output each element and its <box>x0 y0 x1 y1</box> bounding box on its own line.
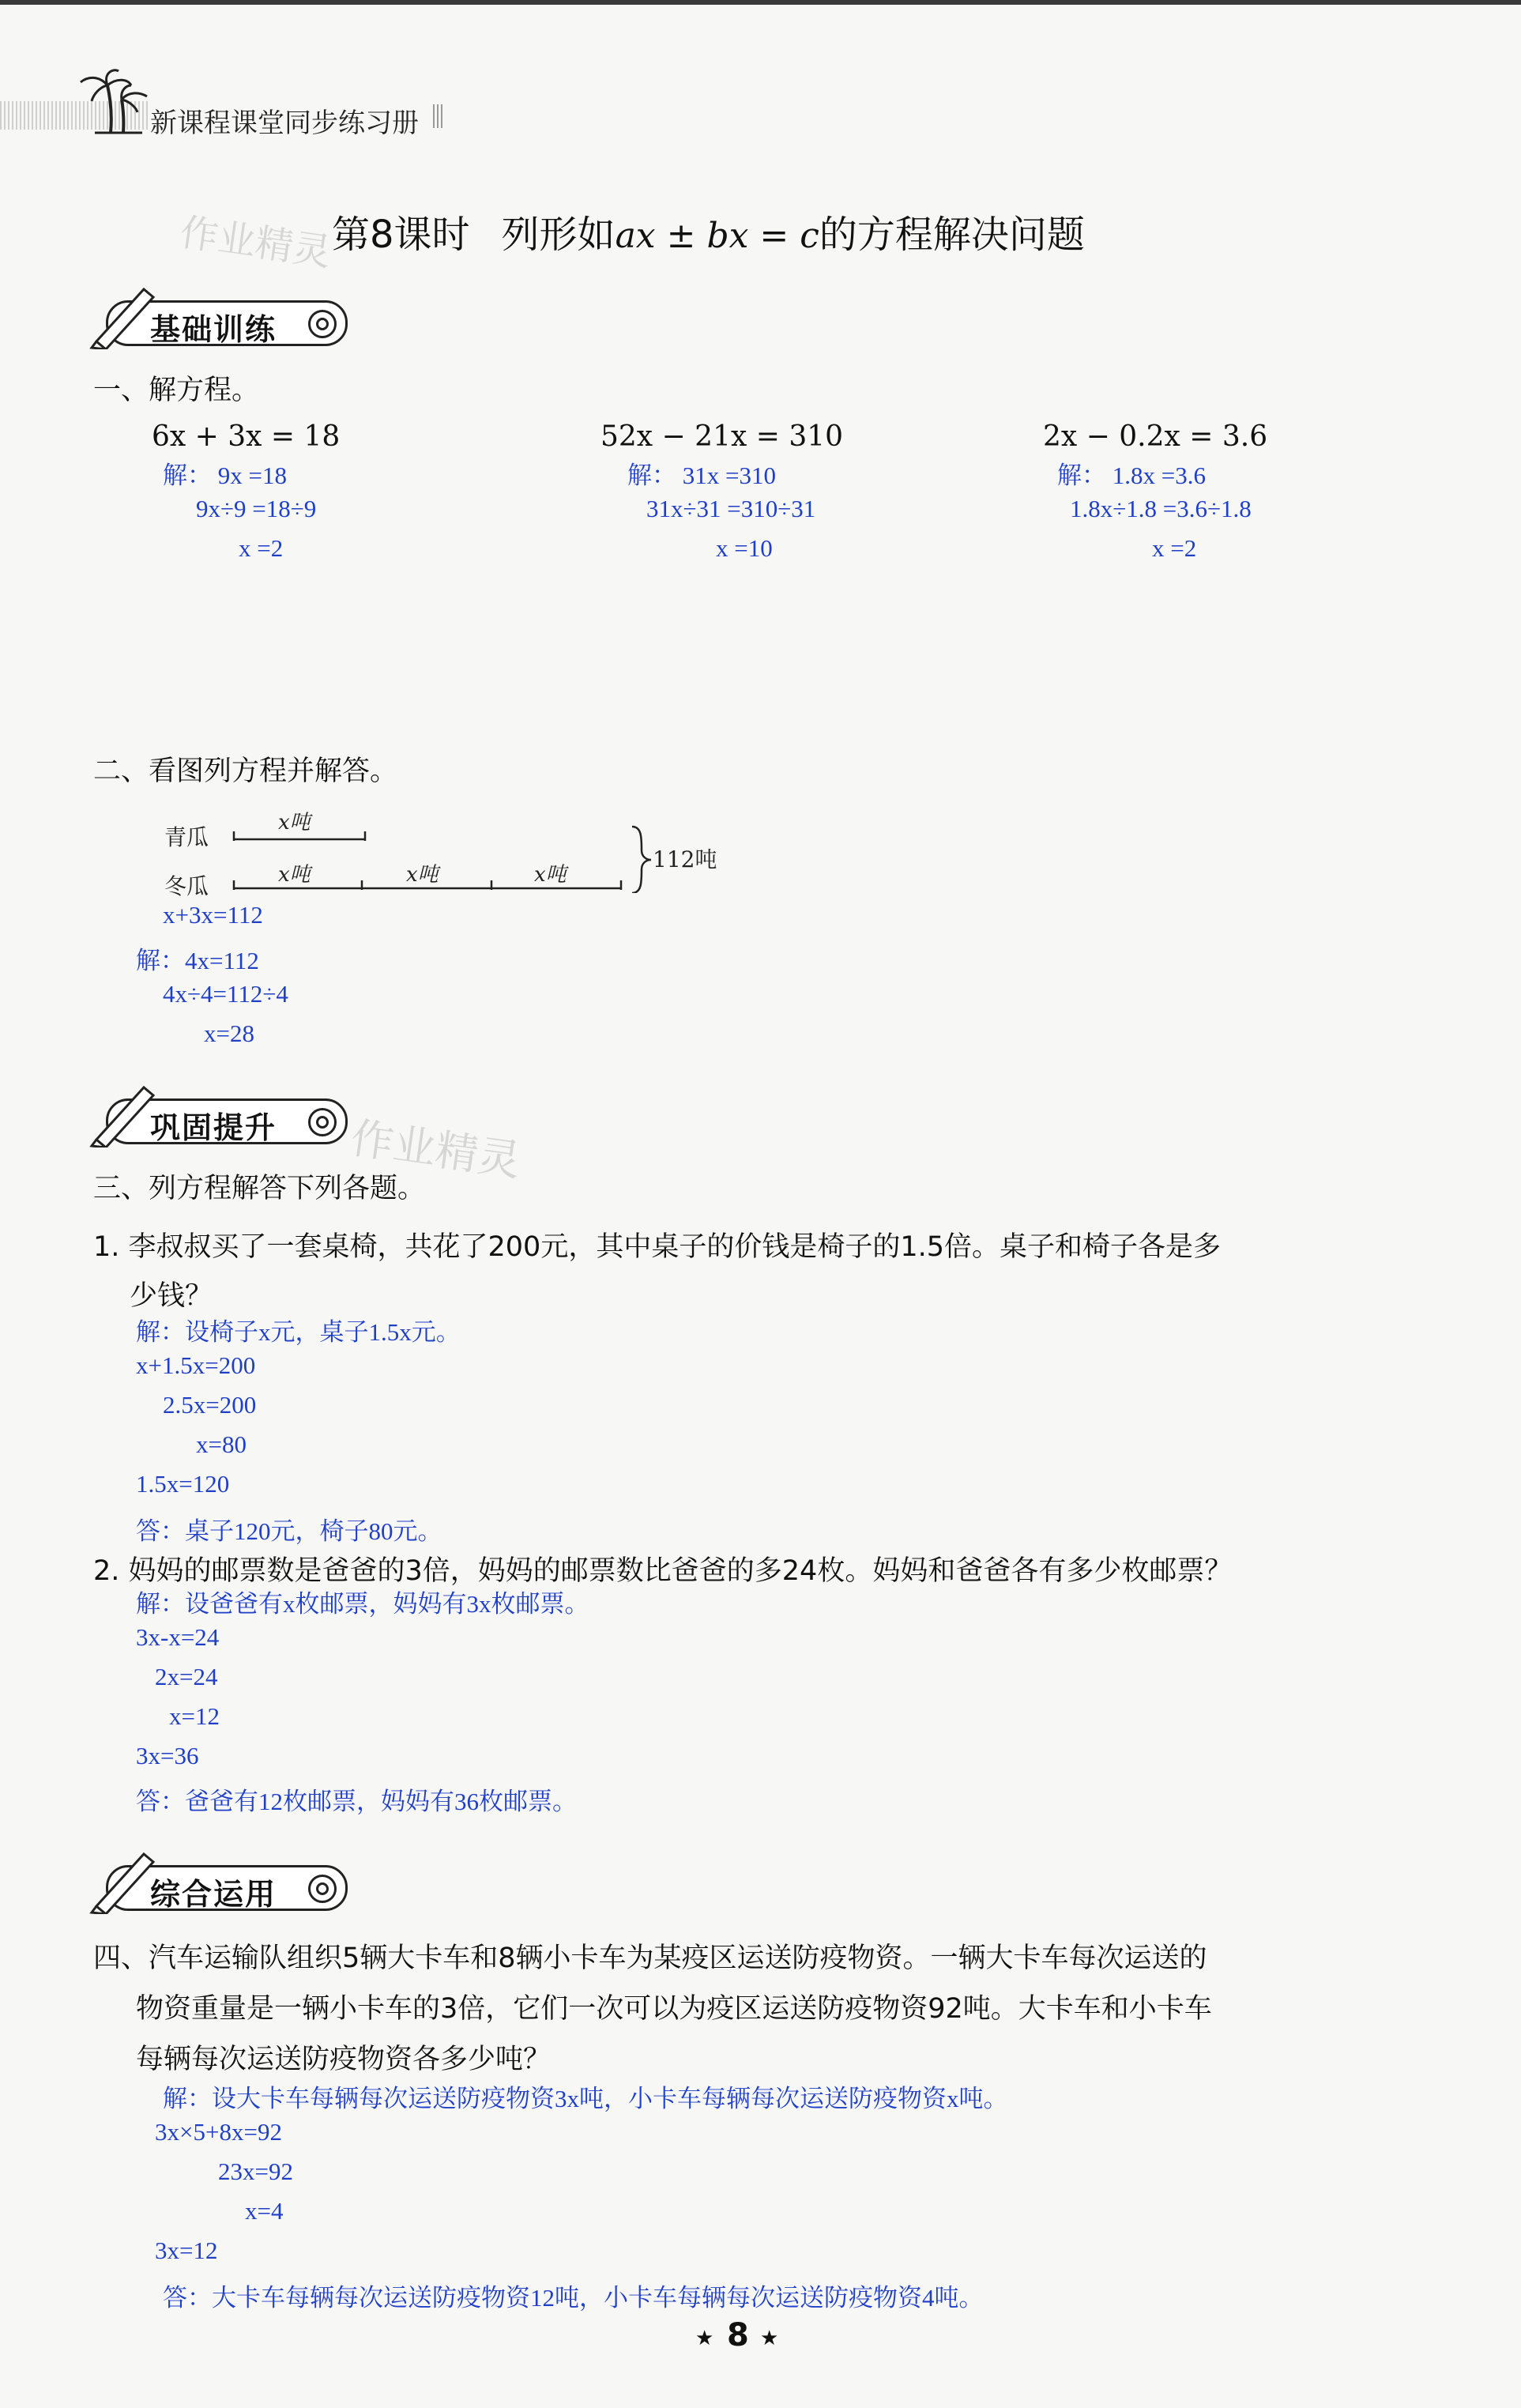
star-icon: ★ <box>760 2327 779 2350</box>
part2-heading: 二、看图列方程并解答。 <box>93 756 398 787</box>
palm-tree-icon <box>79 68 150 134</box>
solution-step: 9x÷9 =18÷9 <box>196 495 317 522</box>
solution-step: 解： 31x =310 <box>627 462 776 489</box>
solution-step: 2.5x=200 <box>163 1391 257 1419</box>
question-4-text-cont: 物资重量是一辆小卡车的3倍，它们一次可以为疫区运送防疫物资92吨。大卡车和小卡车 <box>136 1993 1212 2025</box>
lesson-prefix: 第8课时 <box>332 213 470 257</box>
answer-line: 答：大卡车每辆每次运送防疫物资12吨，小卡车每辆每次运送防疫物资4吨。 <box>163 2284 984 2312</box>
solution-step: 解： 1.8x =3.6 <box>1057 462 1206 489</box>
solution-step: x+1.5x=200 <box>136 1351 256 1379</box>
lesson-title-part2: 的方程解决问题 <box>819 213 1085 257</box>
answer-line: 答：桌子120元，椅子80元。 <box>136 1517 442 1545</box>
pencil-icon <box>88 286 160 349</box>
solution-step: 解：4x=112 <box>136 947 259 974</box>
solution-step: 3x=36 <box>136 1742 199 1769</box>
book-title: 新课程课堂同步练习册 <box>150 107 419 139</box>
section-title-comprehensive: 综合运用 <box>150 1877 277 1912</box>
solution-step: x =10 <box>716 534 773 562</box>
answer-line: 答：爸爸有12枚邮票，妈妈有36枚邮票。 <box>136 1788 577 1815</box>
segment-label: x吨 <box>278 863 311 887</box>
solution-step: 解：设椅子x元，桌子1.5x元。 <box>136 1318 461 1346</box>
equation-1: 6x + 3x = 18 <box>152 420 341 453</box>
pencil-icon <box>88 1851 160 1914</box>
solution-step: 2x=24 <box>155 1663 218 1690</box>
segment-label: x吨 <box>278 811 311 835</box>
section-title-basic: 基础训练 <box>150 312 277 347</box>
solution-step: x =2 <box>239 534 284 562</box>
diagram-label-wintermelon: 冬瓜 <box>164 873 209 899</box>
ring-icon <box>308 1875 337 1903</box>
top-rule <box>0 0 1521 5</box>
solution-step: x =2 <box>1152 534 1197 562</box>
solution-step: x=80 <box>196 1430 247 1458</box>
solution-step: 4x÷4=112÷4 <box>163 980 288 1008</box>
solution-step: 31x÷31 =310÷31 <box>646 495 816 522</box>
watermark: 作业精灵 <box>348 1113 524 1186</box>
header-tail-decor <box>433 104 444 128</box>
solution-step: 解：设爸爸有x枚邮票，妈妈有3x枚邮票。 <box>136 1590 589 1618</box>
question-1-text: 1. 李叔叔买了一套桌椅，共花了200元，其中桌子的价钱是椅子的1.5倍。桌子和椅子各是多 <box>93 1231 1221 1263</box>
lesson-title-part1: 列形如 <box>501 213 616 257</box>
solution-step: 3x×5+8x=92 <box>155 2118 282 2146</box>
lesson-title <box>332 204 1085 258</box>
segment-label: x吨 <box>534 863 567 887</box>
question-4-text: 四、汽车运输队组织5辆大卡车和8辆小卡车为某疫区运送防疫物资。一辆大卡车每次运送的 <box>93 1943 1207 1974</box>
solution-step: x=28 <box>204 1019 254 1047</box>
watermark: 作业精灵 <box>177 209 334 276</box>
section-badge-basic <box>88 296 357 348</box>
lesson-formula: ax ± bx = c <box>615 216 819 256</box>
pencil-icon <box>88 1084 160 1147</box>
solution-step: x+3x=112 <box>163 901 263 929</box>
solution-step: 1.8x÷1.8 =3.6÷1.8 <box>1070 495 1252 522</box>
ring-icon <box>308 1108 337 1136</box>
star-icon: ★ <box>695 2327 714 2350</box>
equation-2: 52x − 21x = 310 <box>600 420 844 453</box>
total-label: 112吨 <box>653 846 717 872</box>
segment-label: x吨 <box>406 863 439 887</box>
question-4-text-cont: 每辆每次运送防疫物资各多少吨？ <box>136 2044 552 2075</box>
solution-step: x=12 <box>169 1702 220 1730</box>
line-segment-diagram <box>229 814 656 893</box>
solution-step: x=4 <box>245 2197 284 2225</box>
page-number: 8 <box>727 2317 749 2353</box>
part3-heading: 三、列方程解答下列各题。 <box>93 1173 426 1204</box>
ring-icon <box>308 310 337 338</box>
total-brace <box>632 827 651 893</box>
solution-step: 解： 9x =18 <box>163 462 287 489</box>
solution-step: 3x=12 <box>155 2237 218 2264</box>
section-badge-consolidate <box>88 1094 357 1146</box>
question-2-text: 2. 妈妈的邮票数是爸爸的3倍，妈妈的邮票数比爸爸的多24枚。妈妈和爸爸各有多少枚邮票？ <box>93 1555 1233 1587</box>
question-1-text-cont: 少钱？ <box>130 1280 213 1312</box>
part1-heading: 一、解方程。 <box>93 375 260 406</box>
section-badge-comprehensive <box>88 1860 357 1912</box>
diagram-label-cucumber: 青瓜 <box>164 824 209 850</box>
solution-step: 解：设大卡车每辆每次运送防疫物资3x吨，小卡车每辆每次运送防疫物资x吨。 <box>163 2085 1008 2112</box>
solution-step: 1.5x=120 <box>136 1470 230 1498</box>
solution-step: 23x=92 <box>218 2157 293 2185</box>
equation-3: 2x − 0.2x = 3.6 <box>1043 420 1268 453</box>
section-title-consolidate: 巩固提升 <box>150 1110 277 1145</box>
solution-step: 3x-x=24 <box>136 1623 220 1651</box>
